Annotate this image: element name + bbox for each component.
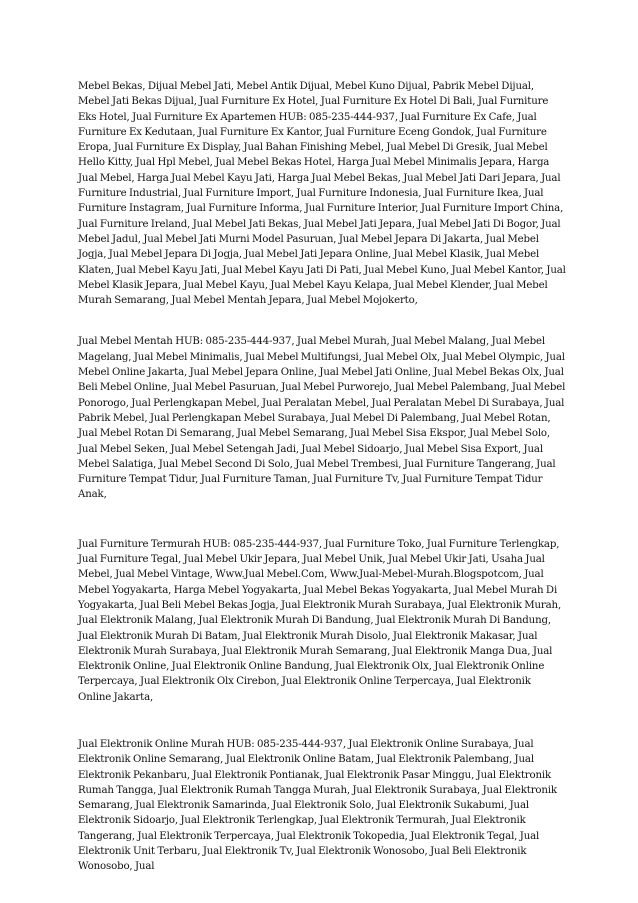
paragraph-2: Jual Mebel Mentah HUB: 085-235-444-937, Jual Mebel Murah, Jual Mebel Malang, Jual Mebel Magelang, Jual Mebel Minimalis, Jual Mebel Multifungsi, Jual Mebel Olx, Jual Mebel Olympic, Jual Mebel Online Jakarta, Jual Mebel Jepara Online, Jual Mebel Jati Online, Jual Mebel Bekas Olx, Jual Beli Mebel Online, Jual Mebel Pasuruan, Jual Mebel Purworejo, Jual Mebel Palembang, Jual Mebel Ponorogo, Jual Perlengkapan Mebel, Jual Peralatan Mebel, Jual Peralatan Mebel Di Surabaya, Jual Pabrik Mebel, Jual Perlengkapan Mebel Surabaya, Jual Mebel Di Palembang, Jual Mebel Rotan, Jual Mebel Rotan Di Semarang, Jual Mebel Semarang, Jual Mebel Sisa Ekspor, Jual Mebel Solo, Jual Mebel Seken, Jual Mebel Setengah Jadi, Jual Mebel Sidoarjo, Jual Mebel Sisa Export, Jual Mebel Salatiga, Jual Mebel Second Di Solo, Jual Mebel Trembesi, Jual Furniture Tangerang, Jual Furniture Tempat Tidur, Jual Furniture Taman, Jual Furniture Tv, Jual Furniture Tempat Tidur Anak, <box>78 336 566 501</box>
paragraph-4: Jual Elektronik Online Murah HUB: 085-235-444-937, Jual Elektronik Online Surabaya, Jual Elektronik Online Semarang, Jual Elektronik Online Batam, Jual Elektronik Palembang, Jual Elektronik Pekanbaru, Jual Elektronik Pontianak, Jual Elektronik Pasar Minggu, Jual Elektronik Rumah Tangga, Jual Elektronik Rumah Tangga Murah, Jual Elektronik Surabaya, Jual Elektronik Semarang, Jual Elektronik Samarinda, Jual Elektronik Solo, Jual Elektronik Sukabumi, Jual Elektronik Sidoarjo, Jual Elektronik Terlengkap, Jual Elektronik Termurah, Jual Elektronik Tangerang, Jual Elektronik Terpercaya, Jual Elektronik Tokopedia, Jual Elektronik Tegal, Jual Elektronik Unit Terbaru, Jual Elektronik Tv, Jual Elektronik Wonosobo, Jual Beli Elektronik Wonosobo, Jual <box>78 738 557 873</box>
paragraph-3: Jual Furniture Termurah HUB: 085-235-444-937, Jual Furniture Toko, Jual Furniture Terlengkap, Jual Furniture Tegal, Jual Mebel Ukir Jepara, Jual Mebel Unik, Jual Mebel Ukir Jati, Usaha Jual Mebel, Jual Mebel Vintage, Www.Jual Mebel.Com, Www.Jual-Mebel-Murah.Blogspotcom, Jual Mebel Yogyakarta, Harga Mebel Yogyakarta, Jual Mebel Bekas Yogyakarta, Jual Mebel Murah Di Yogyakarta, Jual Beli Mebel Bekas Jogja, Jual Elektronik Murah Surabaya, Jual Elektronik Murah, Jual Elektronik Malang, Jual Elektronik Murah Di Bandung, Jual Elektronik Murah Di Bandung, Jual Elektronik Murah Di Batam, Jual Elektronik Murah Disolo, Jual Elektronik Makasar, Jual Elektronik Murah Surabaya, Jual Elektronik Murah Semarang, Jual Elektronik Manga Dua, Jual Elektronik Online, Jual Elektronik Online Bandung, Jual Elektronik Olx, Jual Elektronik Online Terpercaya, Jual Elektronik Olx Cirebon, Jual Elektronik Online Terpercaya, Jual Elektronik Online Jakarta, <box>78 538 562 703</box>
document-page <box>78 79 566 875</box>
paragraph-1: Mebel Bekas, Dijual Mebel Jati, Mebel Antik Dijual, Mebel Kuno Dijual, Pabrik Mebel Dijual, Mebel Jati Bekas Dijual, Jual Furniture Ex Hotel, Jual Furniture Ex Hotel Di Bali, Jual Furniture Eks Hotel, Jual Furniture Ex Apartemen HUB: 085-235-444-937, Jual Furniture Ex Cafe, Jual Furniture Ex Kedutaan, Jual Furniture Ex Kantor, Jual Furniture Eceng Gondok, Jual Furniture Eropa, Jual Furniture Ex Display, Jual Bahan Finishing Mebel, Jual Mebel Di Gresik, Jual Mebel Hello Kitty, Jual Hpl Mebel, Jual Mebel Bekas Hotel, Harga Jual Mebel Minimalis Jepara, Harga Jual Mebel, Harga Jual Mebel Kayu Jati, Harga Jual Mebel Bekas, Jual Mebel Jati Dari Jepara, Jual Furniture Industrial, Jual Furniture Import, Jual Furniture Indonesia, Jual Furniture Ikea, Jual Furniture Instagram, Jual Furniture Informa, Jual Furniture Interior, Jual Furniture Import China, Jual Furniture Ireland, Jual Mebel Jati Bekas, Jual Mebel Jati Jepara, Jual Mebel Jati Di Bogor, Jual Mebel Jadul, Jual Mebel Jati Murni Model Pasuruan, Jual Mebel Jepara Di Jakarta, Jual Mebel Jogja, Jual Mebel Jepara Di Jogja, Jual Mebel Jati Jepara Online, Jual Mebel Klasik, Jual Mebel Klaten, Jual Mebel Kayu Jati, Jual Mebel Kayu Jati Di Pati, Jual Mebel Kuno, Jual Mebel Kantor, Jual Mebel Klasik Jepara, Jual Mebel Kayu, Jual Mebel Kayu Kelapa, Jual Mebel Klender, Jual Mebel Murah Semarang, Jual Mebel Mentah Jepara, Jual Mebel Mojokerto, <box>78 81 566 307</box>
